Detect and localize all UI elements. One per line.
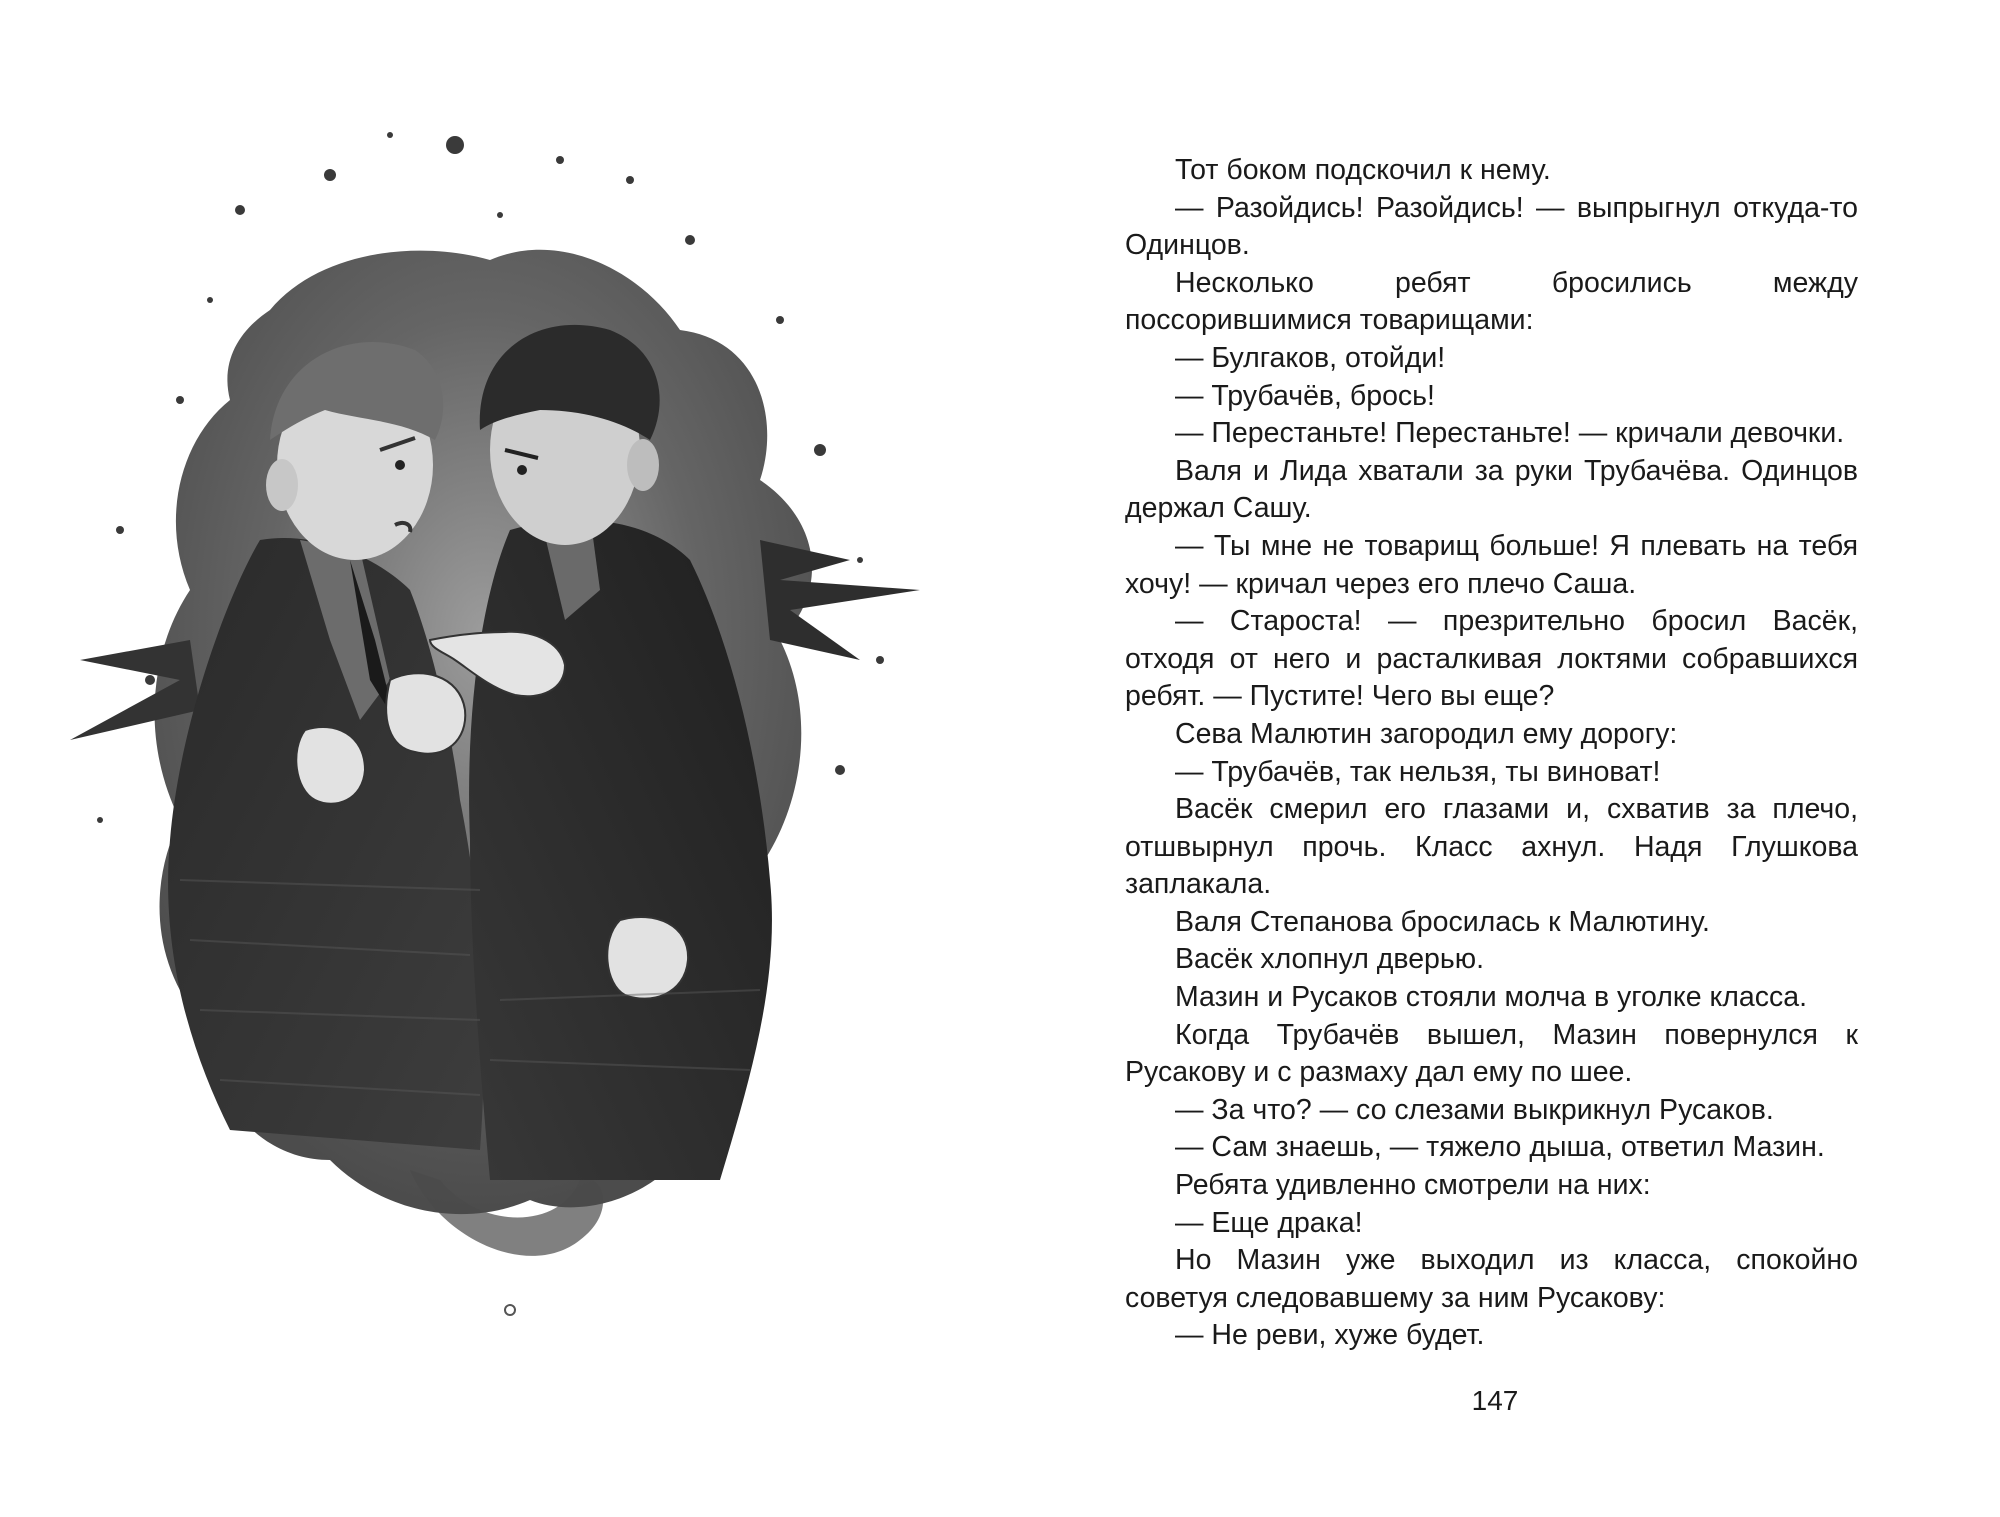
right-boy-eye bbox=[517, 465, 527, 475]
paragraph: Но Мазин уже выходил из класса, спокойно советуя следовавшему за ним Русакову: bbox=[1125, 1244, 1858, 1314]
paragraph: Когда Трубачёв вышел, Мазин повернулся к Русакову и с размаху дал ему по шее. bbox=[1125, 1018, 1858, 1089]
paragraph: — Староста! — презрительно бросил Васёк, отходя от него и расталкивая локтями собравшихся ребят. — Пустите! Чего вы еще? bbox=[1125, 605, 1858, 713]
paragraph: — Трубачёв, так нельзя, ты виноват! bbox=[1175, 755, 1661, 788]
paragraph: Сева Малютин загородил ему дорогу: bbox=[1175, 717, 1678, 750]
paragraph: Тот боком подскочил к нему. bbox=[1175, 154, 1551, 186]
page-number: 147 bbox=[1471, 1385, 1519, 1416]
paragraph: — Еще драка! bbox=[1175, 1206, 1363, 1239]
left-boy-ear bbox=[266, 459, 298, 511]
left-boy-fist bbox=[386, 673, 465, 754]
text-column bbox=[1125, 152, 1858, 1355]
paragraph: Васёк смерил его глазами и, схватив за плечо, отшвырнул прочь. Класс ахнул. Надя Глушкова заплакала. bbox=[1125, 793, 1858, 901]
paragraph: — Перестаньте! Перестаньте! — кричали девочки. bbox=[1175, 417, 1845, 450]
ink-illustration bbox=[60, 120, 960, 1370]
paragraph: Ребята удивленно смотрели на них: bbox=[1175, 1169, 1651, 1202]
paragraph: — За что? — со слезами выкрикнул Русаков. bbox=[1175, 1093, 1774, 1126]
paragraph: Васёк хлопнул дверью. bbox=[1175, 943, 1485, 976]
paragraph: — Булгаков, отойди! bbox=[1175, 341, 1446, 374]
ink-splash-right bbox=[760, 540, 920, 660]
paragraph: — Разойдись! Разойдись! — выпрыгнул откуда-то Одинцов. bbox=[1125, 191, 1858, 262]
paragraph: Валя и Лида хватали за руки Трубачёва. Одинцов держал Сашу. bbox=[1125, 454, 1858, 525]
paragraph: Валя Степанова бросилась к Малютину. bbox=[1175, 905, 1710, 938]
left-boy-eye bbox=[395, 460, 405, 470]
paragraph: Несколько ребят бросились между поссорившимися товарищами: bbox=[1125, 266, 1858, 337]
paragraph: — Ты мне не товарищ больше! Я плевать на тебя хочу! — кричал через его плечо Саша. bbox=[1125, 529, 1858, 600]
right-boy-ear bbox=[627, 439, 659, 491]
right-boy-fist bbox=[607, 917, 688, 999]
paragraph: — Не реви, хуже будет. bbox=[1175, 1319, 1485, 1352]
paragraph: — Трубачёв, брось! bbox=[1175, 379, 1435, 412]
paragraph: Мазин и Русаков стояли молча в уголке класса. bbox=[1175, 981, 1808, 1014]
paragraph: — Сам знаешь, — тяжело дыша, ответил Мазин. bbox=[1175, 1131, 1825, 1164]
illustration-two-boys-quarrel bbox=[60, 120, 960, 1370]
